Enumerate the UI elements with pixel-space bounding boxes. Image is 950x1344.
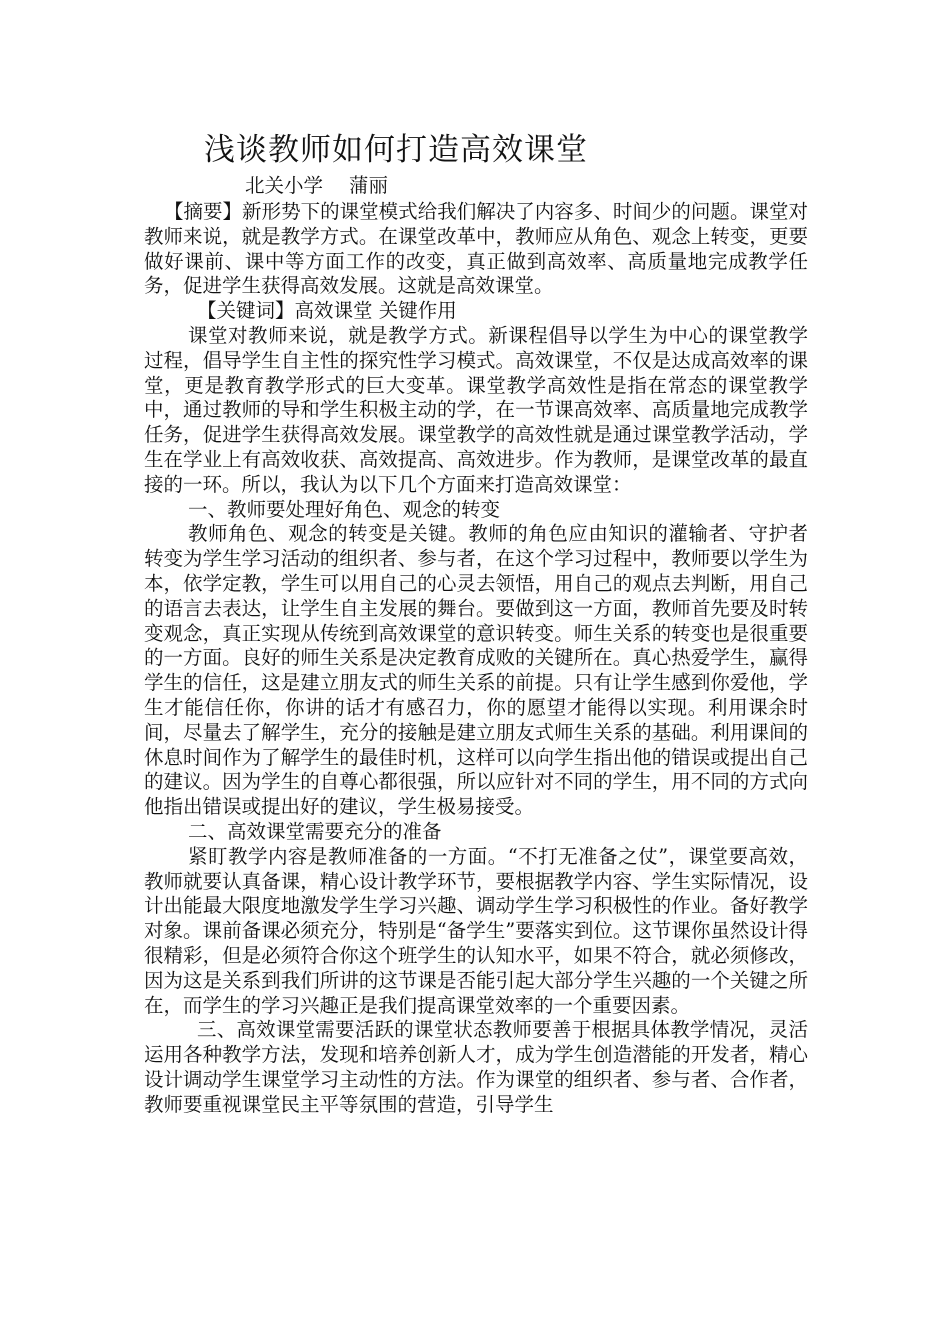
page-title: 浅谈教师如何打造高效课堂 [204,132,588,168]
author-name: 蒲丽 [349,174,389,197]
section-2-heading: 二、高效课堂需要充分的准备 [188,819,442,843]
author-line [245,174,388,198]
section-1-heading: 一、教师要处理好角色、观念的转变 [188,497,501,521]
section-2-paragraph: 紧盯教学内容是教师准备的一方面。“不打无准备之仗”，课堂要高效，教师就要认真备课，精心设计教学环节，要根据教学内容、学生实际情况，设计出能最大限度地激发学生学习兴趣、调动学生学习积极性的作业。备好教学对象。课前备课必须充分，特别是“备学生”要落实到位。这节课你虽然设计得很精彩，但是必须符合你这个班学生的认知水平，如果不符合，就必须修改，因为这是关系到我们所讲的这节课是否能引起大部分学生兴趣的一个关键之所在，而学生的学习兴趣正是我们提高课堂效率的一个重要因素。 [144,844,808,1017]
keywords-line: 【关键词】高效课堂 关键作用 [197,299,457,323]
section-1-paragraph: 教师角色、观念的转变是关键。教师的角色应由知识的灌输者、守护者转变为学生学习活动的组织者、参与者，在这个学习过程中，教师要以学生为本，依学定教，学生可以用自己的心灵去领悟，用自己的观点去判断，用自己的语言去表达，让学生自主发展的舞台。要做到这一方面，教师首先要及时转变观念，真正实现从传统到高效课堂的意识转变。师生关系的转变也是很重要的一方面。良好的师生关系是决定教育成败的关键所在。真心热爱学生，赢得学生的信任，这是建立朋友式的师生关系的前提。只有让学生感到你爱他，学生才能信任你，你讲的话才有感召力，你的愿望才能得以实现。利用课余时间，尽量去了解学生，充分的接触是建立朋友式师生关系的基础。利用课间的休息时间作为了解学生的最佳时机，这样可以向学生指出他的错误或提出自己的建议。因为学生的自尊心都很强，所以应针对不同的学生，用不同的方式向他指出错误或提出好的建议，学生极易接受。 [144,522,808,819]
intro-paragraph: 课堂对教师来说，就是教学方式。新课程倡导以学生为中心的课堂教学过程，倡导学生自主性的探究性学习模式。高效课堂，不仅是达成高效率的课堂，更是教育教学形式的巨大变革。课堂教学高效性是指在常态的课堂教学中，通过教师的导和学生积极主动的学，在一节课高效率、高质量地完成教学任务，促进学生获得高效发展。课堂教学的高效性就是通过课堂教学活动，学生在学业上有高效收获、高效提高、高效进步。作为教师，是课堂改革的最直接的一环。所以，我认为以下几个方面来打造高效课堂： [144,323,808,496]
section-3-paragraph: 三、高效课堂需要活跃的课堂状态教师要善于根据具体教学情况，灵活运用各种教学方法，发现和培养创新人才，成为学生创造潜能的开发者，精心设计调动学生课堂学习主动性的方法。作为课堂的组织者、参与者、合作者，教师要重视课堂民主平等氛围的营造，引导学生 [144,1018,808,1116]
school-name: 北关小学 [245,174,324,197]
document-body [144,200,808,1117]
abstract-paragraph: 【摘要】新形势下的课堂模式给我们解决了内容多、时间少的问题。课堂对教师来说，就是教学方式。在课堂改革中，教师应从角色、观念上转变，更要做好课前、课中等方面工作的改变，真正做到高效率、高质量地完成教学任务，促进学生获得高效发展。这就是高效课堂。 [144,200,808,298]
